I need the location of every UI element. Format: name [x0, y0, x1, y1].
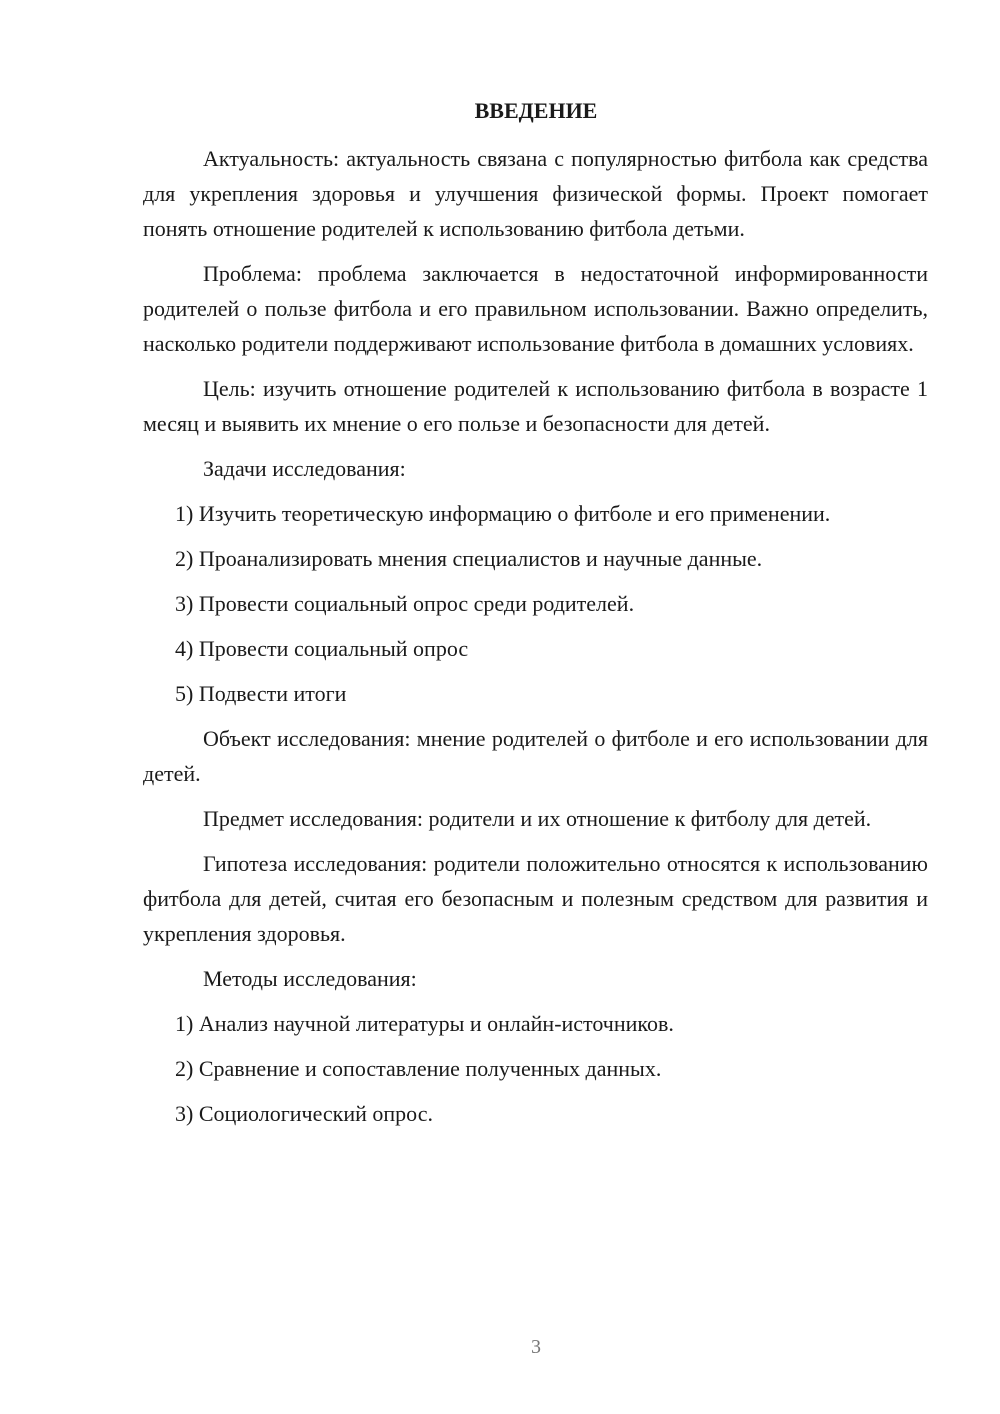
object-paragraph: Объект исследования: мнение родителей о фитболе и его использовании для детей. — [143, 726, 928, 786]
list-item: 1) Изучить теоретическую информацию о фитболе и его применении. — [175, 501, 831, 526]
list-item: 3) Провести социальный опрос среди родителей. — [175, 591, 635, 616]
document-body — [143, 141, 928, 1141]
goal-paragraph: Цель: изучить отношение родителей к использованию фитбола в возрасте 1 месяц и выявить их мнение о его пользе и безопасности для детей. — [143, 376, 928, 436]
relevance-paragraph: Актуальность: актуальность связана с популярностью фитбола как средства для укрепления здоровья и улучшения физической формы. Проект помогает понять отношение родителей к использованию фитбола детьми. — [143, 146, 928, 241]
tasks-list — [143, 496, 928, 711]
tasks-heading: Задачи исследования: — [203, 456, 406, 481]
methods-list — [143, 1006, 928, 1131]
problem-paragraph: Проблема: проблема заключается в недостаточной информированности родителей о пользе фитбола и его правильном использовании. Важно определить, насколько родители поддерживают использование фитбола в домашних условиях. — [143, 261, 928, 356]
list-item: 2) Сравнение и сопоставление полученных данных. — [175, 1056, 662, 1081]
list-item: 1) Анализ научной литературы и онлайн-источников. — [175, 1011, 674, 1036]
list-item: 4) Провести социальный опрос — [175, 636, 469, 661]
methods-heading: Методы исследования: — [203, 966, 417, 991]
list-item: 2) Проанализировать мнения специалистов и научные данные. — [175, 546, 763, 571]
list-item: 5) Подвести итоги — [175, 681, 347, 706]
page-number: 3 — [531, 1336, 541, 1358]
list-item: 3) Социологический опрос. — [175, 1101, 433, 1126]
page-title: ВВЕДЕНИЕ — [474, 98, 598, 123]
subject-paragraph: Предмет исследования: родители и их отношение к фитболу для детей. — [203, 806, 872, 831]
hypothesis-paragraph: Гипотеза исследования: родители положительно относятся к использованию фитбола для детей, считая его безопасным и полезным средством для развития и укрепления здоровья. — [143, 851, 928, 946]
